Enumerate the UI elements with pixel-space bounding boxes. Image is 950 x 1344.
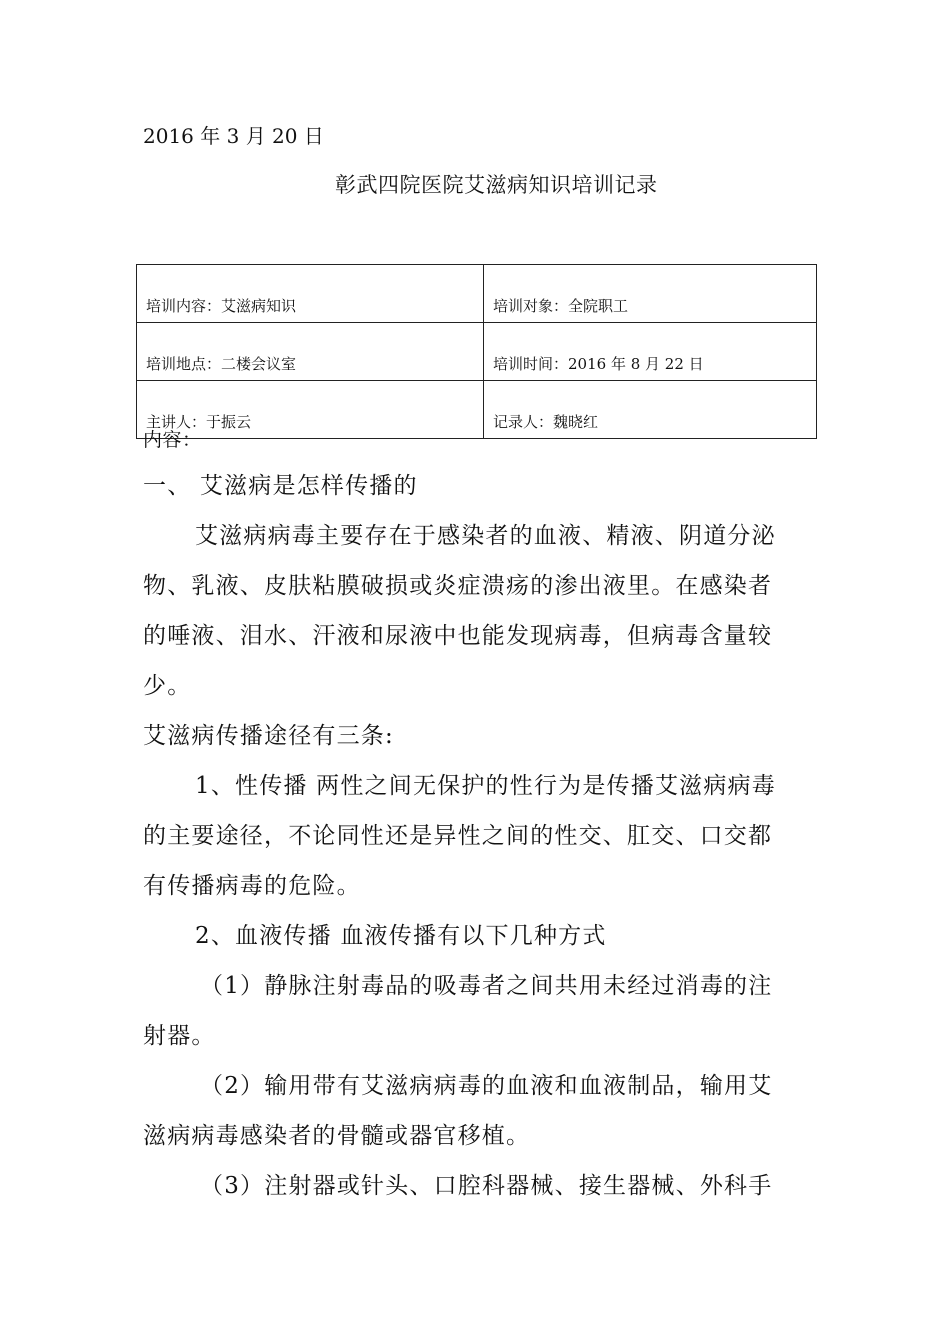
training-info-table [136, 264, 817, 439]
paragraph-line: 艾滋病病毒主要存在于感染者的血液、精液、阴道分泌 [195, 523, 776, 549]
paragraph-line: 1、性传播 两性之间无保护的性行为是传播艾滋病病毒 [195, 773, 776, 799]
list-item-line: 射器。 [143, 1023, 216, 1049]
paragraph-line: 有传播病毒的危险。 [143, 873, 361, 899]
subsection-heading: 2、血液传播 血液传播有以下几种方式 [195, 923, 607, 949]
recorder-cell: 记录人：魏晓红 [484, 381, 817, 439]
routes-intro: 艾滋病传播途径有三条: [143, 723, 394, 749]
paragraph-line: 物、乳液、皮肤粘膜破损或炎症溃疡的渗出液里。在感染者 [143, 573, 773, 599]
speaker-cell: 主讲人：于振云 [137, 381, 484, 439]
paragraph-line: 的唾液、泪水、汗液和尿液中也能发现病毒，但病毒含量较 [143, 623, 773, 649]
list-item-line: （1）静脉注射毒品的吸毒者之间共用未经过消毒的注 [200, 973, 773, 999]
training-content-cell: 培训内容：艾滋病知识 [137, 265, 484, 323]
table-row [137, 381, 817, 439]
list-item-line: （3）注射器或针头、口腔科器械、接生器械、外科手 [200, 1173, 773, 1199]
document-date: 2016 年 3 月 20 日 [143, 124, 324, 148]
table-row [137, 265, 817, 323]
paragraph-line: 少。 [143, 673, 192, 699]
document-title: 彰武四院医院艾滋病知识培训记录 [335, 173, 658, 197]
training-audience-cell: 培训对象：全院职工 [484, 265, 817, 323]
list-item-line: （2）输用带有艾滋病病毒的血液和血液制品，输用艾 [200, 1073, 773, 1099]
table-row [137, 323, 817, 381]
section-heading: 一、 艾滋病是怎样传播的 [143, 473, 418, 499]
training-location-cell: 培训地点：二楼会议室 [137, 323, 484, 381]
content-label: 内容： [143, 429, 202, 451]
paragraph-line: 的主要途径，不论同性还是异性之间的性交、肛交、口交都 [143, 823, 773, 849]
training-time-cell: 培训时间：2016 年 8 月 22 日 [484, 323, 817, 381]
list-item-line: 滋病病毒感染者的骨髓或器官移植。 [143, 1123, 531, 1149]
